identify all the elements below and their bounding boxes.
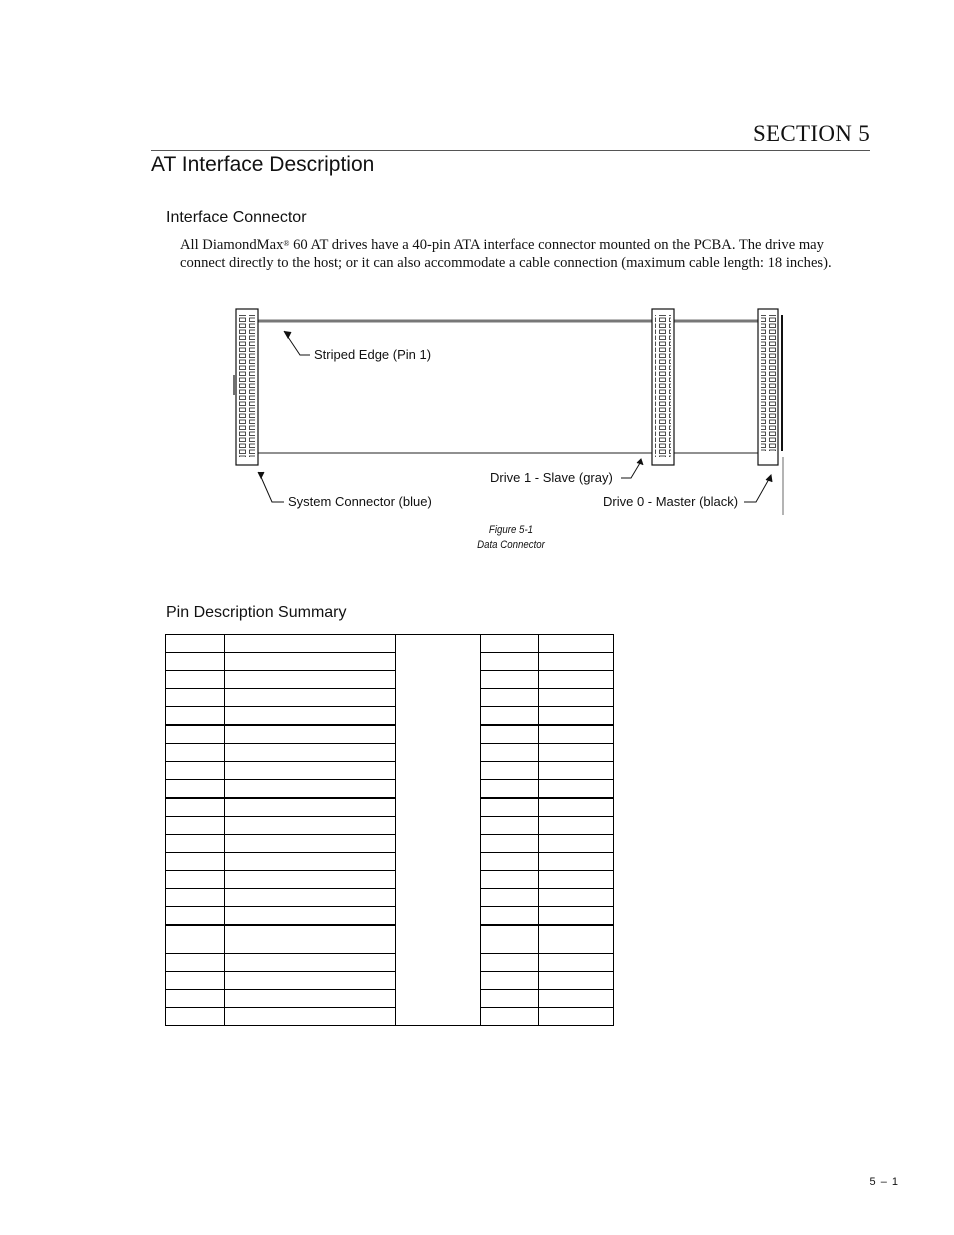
table-row [166,671,614,689]
table-cell [481,653,539,671]
table-cell [481,798,539,817]
table-cell [481,972,539,990]
table-cell [166,635,225,653]
table-cell [225,990,396,1008]
pin-table-body [166,635,614,1026]
paragraph-part: 60 AT drives have a 40-pin ATA interface connector mounted on the PCBA. The drive may connect directly to the host; or it can also accommodate a cable connection (maximum cable length: 18 inches). [180,237,832,271]
registered-mark: ® [283,239,290,248]
table-cell [225,725,396,744]
table-cell [225,835,396,853]
table-cell [225,635,396,653]
table-row [166,780,614,799]
table-row [166,744,614,762]
table-cell [225,871,396,889]
data-connector-figure [228,305,788,520]
table-cell [539,907,614,926]
table-row [166,907,614,926]
table-row [166,990,614,1008]
table-cell [539,1008,614,1026]
table-cell [166,1008,225,1026]
table-cell [166,798,225,817]
table-cell [481,780,539,799]
table-cell [166,889,225,907]
table-cell [481,889,539,907]
table-cell [225,671,396,689]
table-cell [166,780,225,799]
table-cell [481,762,539,780]
table-cell [539,817,614,835]
table-cell [225,817,396,835]
label-system-connector: System Connector (blue) [288,494,432,509]
table-cell [166,762,225,780]
label-striped-edge: Striped Edge (Pin 1) [314,347,432,362]
table-cell [225,907,396,926]
table-row [166,725,614,744]
table-cell [481,853,539,871]
table-cell [225,707,396,726]
interface-connector-paragraph [180,236,852,272]
section-label: SECTION 5 [752,121,870,146]
table-cell [481,744,539,762]
table-row [166,635,614,653]
table-row [166,835,614,853]
pin-description-table [165,634,614,1026]
table-row [166,889,614,907]
table-row [166,972,614,990]
table-cell [539,653,614,671]
table-cell [481,1008,539,1026]
page-title: AT Interface Description [151,153,375,176]
table-cell [225,972,396,990]
table-cell [539,671,614,689]
table-row [166,762,614,780]
table-cell [481,817,539,835]
table-cell [539,853,614,871]
table-cell [166,653,225,671]
table-cell [225,925,396,954]
table-row [166,689,614,707]
table-cell [166,671,225,689]
table-cell [166,972,225,990]
system-connector [234,309,258,465]
drive0-connector [758,309,783,515]
table-cell [481,871,539,889]
table-cell [539,889,614,907]
table-cell [481,925,539,954]
table-cell [539,990,614,1008]
table-cell [481,689,539,707]
paragraph-part: All DiamondMax [180,237,284,253]
table-cell [539,954,614,972]
table-cell [539,780,614,799]
table-cell [166,835,225,853]
table-cell [225,954,396,972]
table-row [166,954,614,972]
table-cell [481,907,539,926]
table-cell [539,707,614,726]
table-cell [225,762,396,780]
table-cell [481,707,539,726]
table-cell [225,780,396,799]
figure-caption-title: Data Connector [477,539,545,551]
drive1-connector [652,309,674,465]
table-cell [481,725,539,744]
table-cell [396,635,481,1026]
table-cell [166,990,225,1008]
table-cell [225,853,396,871]
table-cell [481,835,539,853]
table-cell [539,725,614,744]
table-cell [225,889,396,907]
table-cell [539,762,614,780]
interface-connector-heading: Interface Connector [166,209,307,226]
table-cell [166,925,225,954]
ribbon-cable [258,321,758,453]
label-drive1: Drive 1 - Slave (gray) [490,470,613,485]
table-cell [539,798,614,817]
table-cell [481,954,539,972]
table-cell [539,835,614,853]
table-cell [166,817,225,835]
table-cell [166,744,225,762]
table-cell [166,871,225,889]
table-cell [166,689,225,707]
table-cell [539,635,614,653]
table-cell [166,954,225,972]
table-row [166,1008,614,1026]
table-cell [225,798,396,817]
label-drive0: Drive 0 - Master (black) [603,494,739,509]
table-cell [166,725,225,744]
table-cell [225,689,396,707]
pin-description-heading: Pin Description Summary [166,604,347,621]
table-row [166,817,614,835]
table-row [166,925,614,954]
table-row [166,707,614,726]
table-row [166,871,614,889]
table-cell [539,744,614,762]
table-cell [481,635,539,653]
table-cell [166,853,225,871]
table-row [166,798,614,817]
table-row [166,653,614,671]
table-cell [539,972,614,990]
table-cell [166,907,225,926]
table-row [166,853,614,871]
table-cell [225,1008,396,1026]
table-cell [539,689,614,707]
table-cell [481,990,539,1008]
table-cell [481,671,539,689]
table-cell [539,871,614,889]
header-rule [151,150,870,151]
figure-caption-number: Figure 5-1 [488,524,534,536]
table-cell [539,925,614,954]
page-number: 5 – 1 [869,1176,899,1188]
table-cell [225,653,396,671]
table-cell [166,707,225,726]
figure-caption [440,523,583,553]
table-cell [225,744,396,762]
